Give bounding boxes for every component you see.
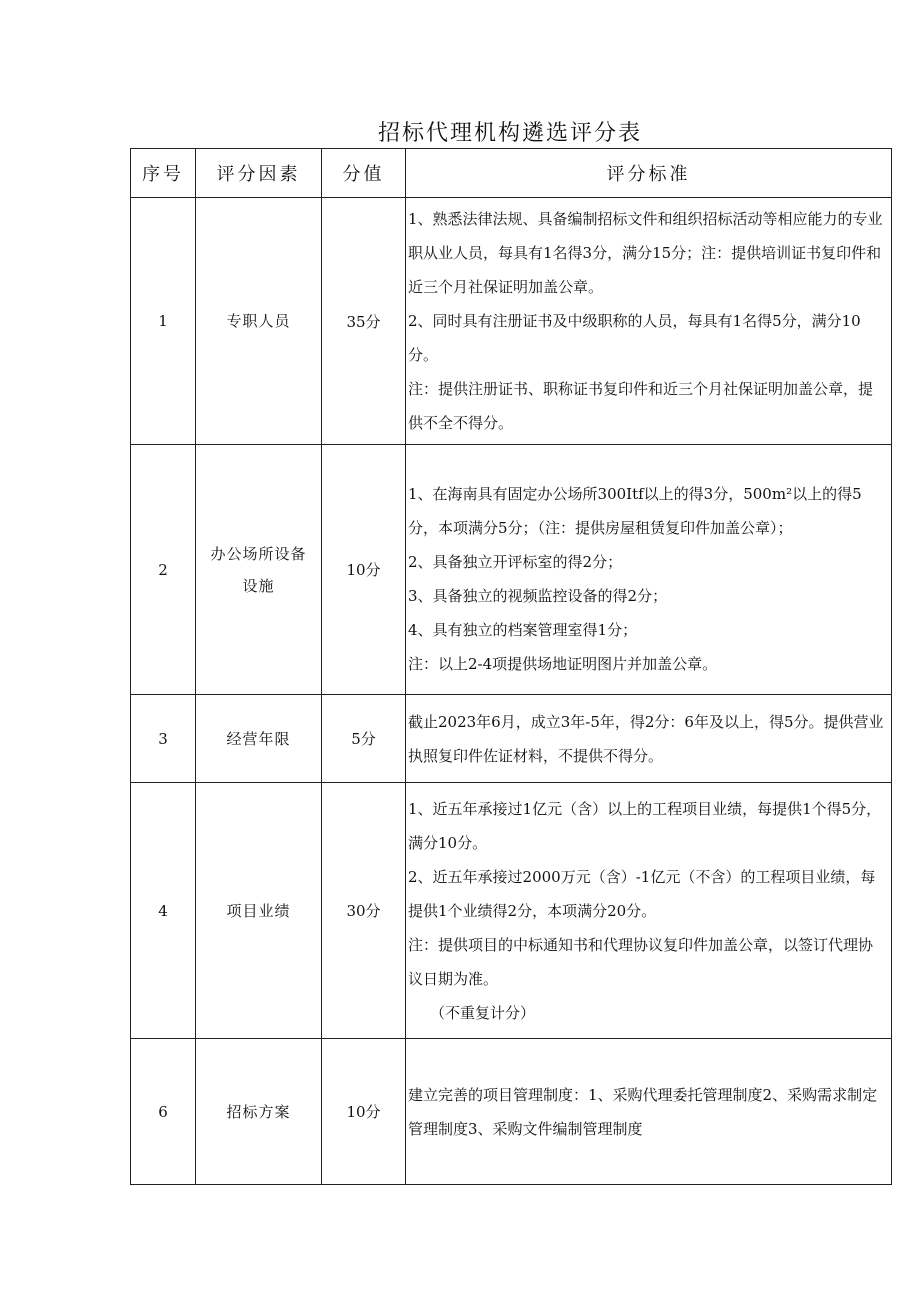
table-header-row bbox=[131, 149, 892, 198]
page-title: 招标代理机构遴选评分表 bbox=[377, 121, 642, 146]
row-factor: 招标方案 bbox=[196, 1039, 322, 1185]
row-criteria bbox=[406, 198, 892, 445]
table-row bbox=[131, 1039, 892, 1185]
row-no: 4 bbox=[131, 783, 196, 1039]
row-score: 10分 bbox=[322, 1039, 406, 1185]
table-row bbox=[131, 445, 892, 695]
criteria-line: 2、具备独立开评标室的得2分； bbox=[408, 552, 623, 571]
header-factor: 评分因素 bbox=[196, 149, 322, 198]
criteria-line: 2、近五年承接过2000万元（含）-1亿元（不含）的工程项目业绩，每提供1个业绩得2分，本项满分20分。 bbox=[408, 867, 876, 920]
criteria-line: 2、同时具有注册证书及中级职称的人员，每具有1名得5分，满分10分。 bbox=[408, 312, 861, 364]
criteria-note: （不重复计分） bbox=[430, 1003, 536, 1022]
table-row bbox=[131, 695, 892, 783]
row-criteria bbox=[406, 445, 892, 695]
row-criteria bbox=[406, 695, 892, 783]
criteria-line: 4、具有独立的档案管理室得1分； bbox=[408, 620, 638, 639]
row-score: 5分 bbox=[322, 695, 406, 783]
row-no: 2 bbox=[131, 445, 196, 695]
criteria-line: 3、具备独立的视频监控设备的得2分； bbox=[408, 586, 668, 605]
criteria-line: 截止2023年6月，成立3年-5年，得2分：6年及以上，得5分。提供营业执照复印件佐证材料，不提供不得分。 bbox=[408, 712, 884, 765]
row-factor: 经营年限 bbox=[196, 695, 322, 783]
row-factor: 项目业绩 bbox=[196, 783, 322, 1039]
criteria-line: 注：提供注册证书、职称证书复印件和近三个月社保证明加盖公章，提供不全不得分。 bbox=[408, 380, 874, 432]
row-no: 6 bbox=[131, 1039, 196, 1185]
table-row bbox=[131, 783, 892, 1039]
row-score: 35分 bbox=[322, 198, 406, 445]
header-score: 分值 bbox=[322, 149, 406, 198]
row-criteria bbox=[406, 783, 892, 1039]
row-criteria bbox=[406, 1039, 892, 1185]
criteria-line: 注：提供项目的中标通知书和代理协议复印件加盖公章，以签订代理协议日期为准。 bbox=[408, 935, 874, 988]
row-no: 3 bbox=[131, 695, 196, 783]
row-factor: 办公场所设备设施 bbox=[196, 445, 322, 695]
table-row bbox=[131, 198, 892, 445]
row-factor: 专职人员 bbox=[196, 198, 322, 445]
criteria-line: 注：以上2-4项提供场地证明图片并加盖公章。 bbox=[408, 654, 718, 673]
criteria-line: 1、熟悉法律法规、具备编制招标文件和组织招标活动等相应能力的专业职从业人员，每具有1名得3分，满分15分；注：提供培训证书复印件和近三个月社保证明加盖公章。 bbox=[408, 210, 883, 296]
row-no: 1 bbox=[131, 198, 196, 445]
scoring-table bbox=[130, 148, 892, 1185]
criteria-line: 建立完善的项目管理制度：1、采购代理委托管理制度2、采购需求制定管理制度3、采购文件编制管理制度 bbox=[408, 1085, 878, 1138]
row-score: 10分 bbox=[322, 445, 406, 695]
header-criteria: 评分标准 bbox=[406, 149, 892, 198]
row-score: 30分 bbox=[322, 783, 406, 1039]
criteria-line: 1、近五年承接过1亿元（含）以上的工程项目业绩，每提供1个得5分，满分10分。 bbox=[408, 799, 882, 852]
criteria-line: 1、在海南具有固定办公场所300Itf以上的得3分，500m²以上的得5分，本项满分5分；（注：提供房屋租赁复印件加盖公章）； bbox=[408, 484, 862, 537]
header-no: 序号 bbox=[131, 149, 196, 198]
